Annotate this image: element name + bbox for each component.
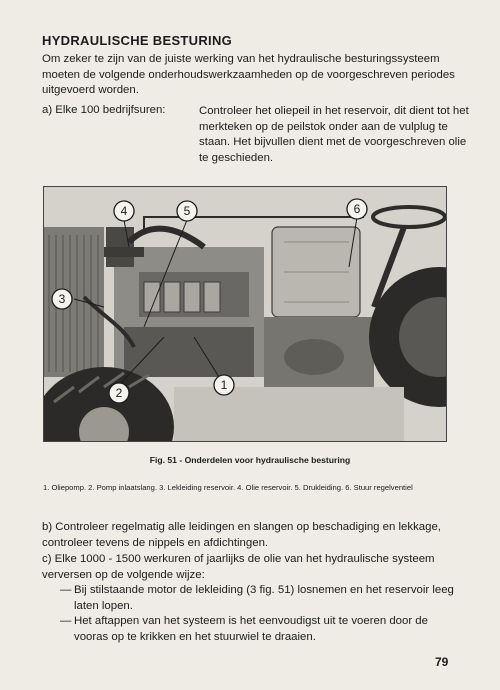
- tractor-figure: [43, 186, 447, 442]
- dash-item-1-text: Bij stilstaande motor de lekleiding (3 fig. 51) losnemen en het reservoir leeg laten lopen.: [74, 584, 454, 612]
- item-b-paragraph: b) Controleer regelmatig alle leidingen en slangen op beschadiging en lekkage, controleer tevens de nippels en afdichtingen.: [42, 521, 441, 549]
- figure-caption: Fig. 51 - Onderdelen voor hydraulische besturing: [149, 455, 351, 465]
- intro-paragraph: Om zeker te zijn van de juiste werking van het hydraulische besturingssysteem moeten de volgende onderhoudswerkzaamheden op de voorgeschreven periodes uitgevoerd worden.: [42, 53, 455, 96]
- dash-item-1: [60, 583, 462, 614]
- page-number: 79: [435, 655, 449, 669]
- callout-5-label: 5: [183, 204, 191, 218]
- item-a-label: a) Elke 100 bedrijfsuren:: [42, 104, 166, 116]
- item-c-paragraph: c) Elke 1000 - 1500 werkuren of jaarlijks de olie van het hydraulische systeem verversen op de volgende wijze:: [42, 553, 435, 581]
- tractor-engine-illustration: [44, 187, 446, 441]
- item-a-text: Controleer het oliepeil in het reservoir, dit dient tot het merkteken op de peilstok onder aan de vulplug te staan. Het bijvullen dient met de voorgeschreven olie te geschieden.: [199, 105, 469, 164]
- callout-3: [52, 289, 72, 309]
- callout-2: [109, 383, 129, 403]
- dash-item-2-text: Het aftappen van het systeem is het eenvoudigst uit te voeren door de vooras op te krikken en het stuurwiel te draaien.: [74, 615, 428, 643]
- callout-3-label: 3: [58, 292, 66, 306]
- callout-5: [177, 201, 197, 221]
- callout-2-label: 2: [115, 386, 123, 400]
- dash-item-2: [60, 614, 462, 645]
- callout-1: [214, 375, 234, 395]
- callout-6-label: 6: [353, 202, 361, 216]
- dash-marker: —: [60, 615, 72, 627]
- callout-4-label: 4: [120, 204, 128, 218]
- section-title: HYDRAULISCHE BESTURING: [42, 33, 233, 48]
- dash-marker: —: [60, 584, 72, 596]
- callout-4: [114, 201, 134, 221]
- figure-legend: 1. Oliepomp. 2. Pomp inlaatslang. 3. Lekleiding reservoir. 4. Olie reservoir. 5. Drukleiding. 6. Stuur regelventiel: [43, 483, 413, 492]
- callout-1-label: 1: [220, 378, 228, 392]
- callout-6: [347, 199, 367, 219]
